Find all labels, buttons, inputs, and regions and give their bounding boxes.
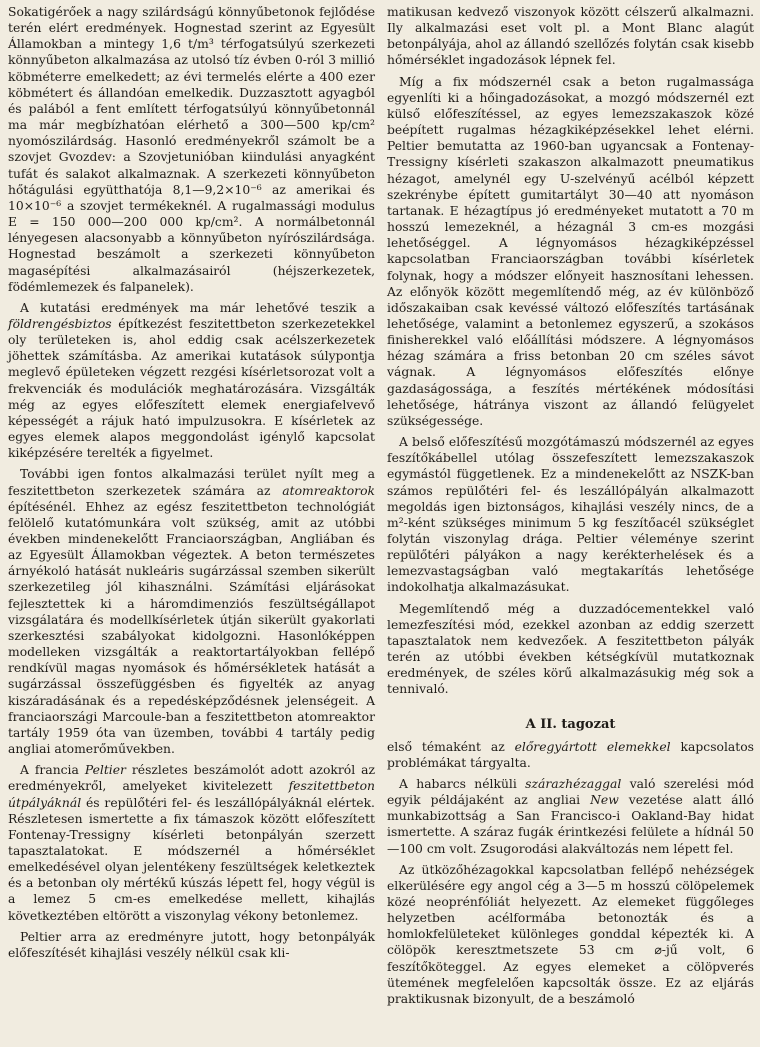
paragraph: Az ütközőhézagokkal kapcsolatban fellépő nehézségek elkerülésére egy angol cég a 3—5 m hosszú cölöpelemek közé neoprénfóliát helyezett. Az elemeket függőleges helyzetben acélformába betonozták és a homlokfelületeket különleges gonddal képezték ki. A cölöpök keresztmetszete 53 cm ⌀-jű volt, 6 feszítőköteggel. Az egyes elemeket a cölöpverés ütemének megfelelően kapcsolták össze. Ez az eljárás praktikusnak bizonyult, de a beszámoló <box>387 862 754 1006</box>
paragraph: A belső előfeszítésű mozgótámaszú módszernél az egyes feszítőkábellel utólag összefeszített lemezszakaszok egymástól függetlenek. Ez a mindenekelőtt az NSZK-ban számos repülőtéri fel- és leszállópályán alkalmazott megoldás igen biztonságos, kihajlási veszély nincs, de a m²-ként szükséges minimum 5 kg feszítőacél szükséglet folytán viszonylag drága. Peltier véleménye szerint repülőtéri pályákon a nagy kerékterhelések és a lemezvastagságban való megtakarítás lehetősége indokolhatja alkalmazásukat. <box>387 435 754 595</box>
paragraph: matikusan kedvező viszonyok között célszerű alkalmazni. Ily alkalmazási eset volt pl. a Mont Blanc alagút betonpályája, ahol az állandó szellőzés folytán csak kisebb hőmérséklet ingadozások lépnek fel. <box>387 5 754 68</box>
paragraph: A francia Peltier részletes beszámolót adott azokról az eredményekről, amelyeket kivitelezett feszitettbeton útpályáknál és repülőtéri fel- és leszállópályáknál elértek. Részletesen ismertette a fix támaszok között előfeszített Fontenay-Tressigny kísérleti betonpályán szerzett tapasztalatokat. E módszernél a hőmérséklet emelkedésével olyan jelentékeny feszültségek keletkeztek és a betonban oly mértékű kúszás lépett fel, hogy végül is a lemez 5 cm-es emelkedése mellett, kihajlás következtében eltörött a viszonylag vékony betonlemez. <box>8 763 375 923</box>
paragraph: További igen fontos alkalmazási terület nyílt meg a feszitettbeton szerkezetek számára az atomreaktorok építésénél. Ehhez az egész feszitettbeton technológiát felölelő kutatómunkára volt szükség, amit az utóbbi években mindenekelőtt Franciaországban, Angliában és az Egyesült Államokban végeztek. A beton természetes árnyékoló hatását nukleáris sugárzással szemben sikerült szerkezetileg jól kihasználni. Számítási eljárásokat fejlesztettek ki a háromdimenziós feszültségállapot vizsgálatára és modellkísérletek útján sikerült gyakorlati szerkesztési szabályokat kidolgozni. Hasonlóképpen modelleken vizsgálták a reaktortartályokban fellépő rendkívül magas nyomások és hőmérsékletek hatását a sugárzással összefüggésben és figyelték az anyag kiszáradásának és a repedésképződésnek jelenségeit. A franciaországi Marcoule-ban a feszitettbeton atomreaktor tartály 1959 óta van üzemben, további 4 tartály pedig angliai atomerőművekben. <box>8 467 375 757</box>
paragraph: A kutatási eredmények ma már lehetővé teszik a földrengésbiztos építkezést feszitettbeton szerkezetekkel oly területeken is, ahol eddig csak acélszerkezetek jöhettek számításba. Az amerikai kutatások súlypontja meglevő épületeken végzett rezgési kísérletsorozat volt a frekvenciák és modulációk meghatározására. Vizsgálták még az egyes előfeszített elemek energiafelvevő képességét a rájuk ható impulzusokra. E kísérletek az egyes elemek alapos meggondolást igénylő kapcsolat kiképzésére terelték a figyelmet. <box>8 300 375 461</box>
section-body <box>387 739 754 1008</box>
right-column-body <box>387 4 754 698</box>
right-column <box>387 4 754 1047</box>
paragraph: Megemlítendő még a duzzadócementekkel való lemezfeszítési mód, ezekkel azonban az eddig szerzett tapasztalatok nem kedvezőek. A feszitettbeton pályák terén az utóbbi években kétségkívül mutatkoznak eredmények, de széles körű alkalmazásukig még sok a tennivaló. <box>387 601 754 697</box>
paragraph: Sokatigérőek a nagy szilárdságú könnyűbetonok fejlődése terén elért eredmények. Hognestad szerint az Egyesült Államokban a mintegy 1,6 t/m³ térfogatsúlyú szerkezeti könnyűbeton alkalmazása az utolsó tíz évben 0-ról 3 millió köbméterre emelkedett; az évi termelés elérte a 400 ezer köbmétert és állandóan emelkedik. Duzzasztott agyagból és palából a fent említett térfogatsúlyú könnyűbetonnál ma már megbízhatóan elérhető a 300—500 kp/cm² nyomószilárdság. Hasonló eredményekről számolt be a szovjet Gvozdev: a Szovjetunióban kiindulási anyagként tufát és salakot alkalmaznak. A szerkezeti könnyűbeton hőtágulási együtthatója 8,1—9,2×10⁻⁶ az amerikai és 10×10⁻⁶ a szovjet termékeknél. A rugalmassági modulus E = 150 000—200 000 kp/cm². A normálbetonnál lényegesen alacsonyabb a könnyűbeton nyírószilárdsága. Hognestad beszámolt a szerkezeti könnyűbeton magasépítési alkalmazásairól (héjszerkezetek, födémlemezek és falpanelek). <box>8 5 375 294</box>
paragraph: A habarcs nélküli szárazhézaggal való szerelési mód egyik példájaként az angliai New vezetése alatt álló munkabizottság a San Francisco-i Oakland-Bay hidat ismertette. A száraz fugák érintkezési felülete a hídnál 50—100 cm volt. Zsugorodási alakváltozás nem lépett fel. <box>387 776 755 856</box>
paragraph: Peltier arra az eredményre jutott, hogy betonpályák előfeszítését kihajlási veszély nélkül csak kli- <box>8 929 375 960</box>
left-column <box>8 4 375 1047</box>
paragraph: Míg a fix módszernél csak a beton rugalmassága egyenlíti ki a hőingadozásokat, a mozgó módszernél ezt külső előfeszítéssel, az egyes lemezszakaszok közé beépített rugalmas hézagkiképzésekkel lehet elérni. Peltier bemutatta az 1960-ban ugyancsak a Fontenay-Tressigny kísérleti szakaszon alkalmazott pneumatikus hézagot, amelynél egy U-szelvényű acélból képzett szekrénybe épített gumitartályt 30—40 att nyomáson tartanak. E hézagtípus jó eredményeket mutatott a 70 m hosszú lemezeknél, a hézagnál 3 cm-es mozgási lehetőséggel. A légnyomásos hézagkiképzéssel kapcsolatban Franciaországban további kísérletek folynak, hogy a módszer előnyeit hasznosítani lehessen. Az előnyök között megemlítendő még, az év különböző időszakaiban csak kevéssé változó előfeszítés tartásának lehetősége, valamint a betonlemez egyszerű, a szokásos finisherekkel való előállítási módszere. A légnyomásos hézag számára a friss betonban 20 cm széles sávot vágnak. A légnyomásos előfeszítés előnye gazdaságossága, a feszítés mértékének módosítási lehetősége, hátránya viszont az állandó felügyelet szükségessége. <box>387 74 754 428</box>
section-heading: A II. tagozat <box>525 716 616 732</box>
paragraph: első témaként az előregyártott elemekkel kapcsolatos problémákat tárgyalta. <box>387 739 754 770</box>
